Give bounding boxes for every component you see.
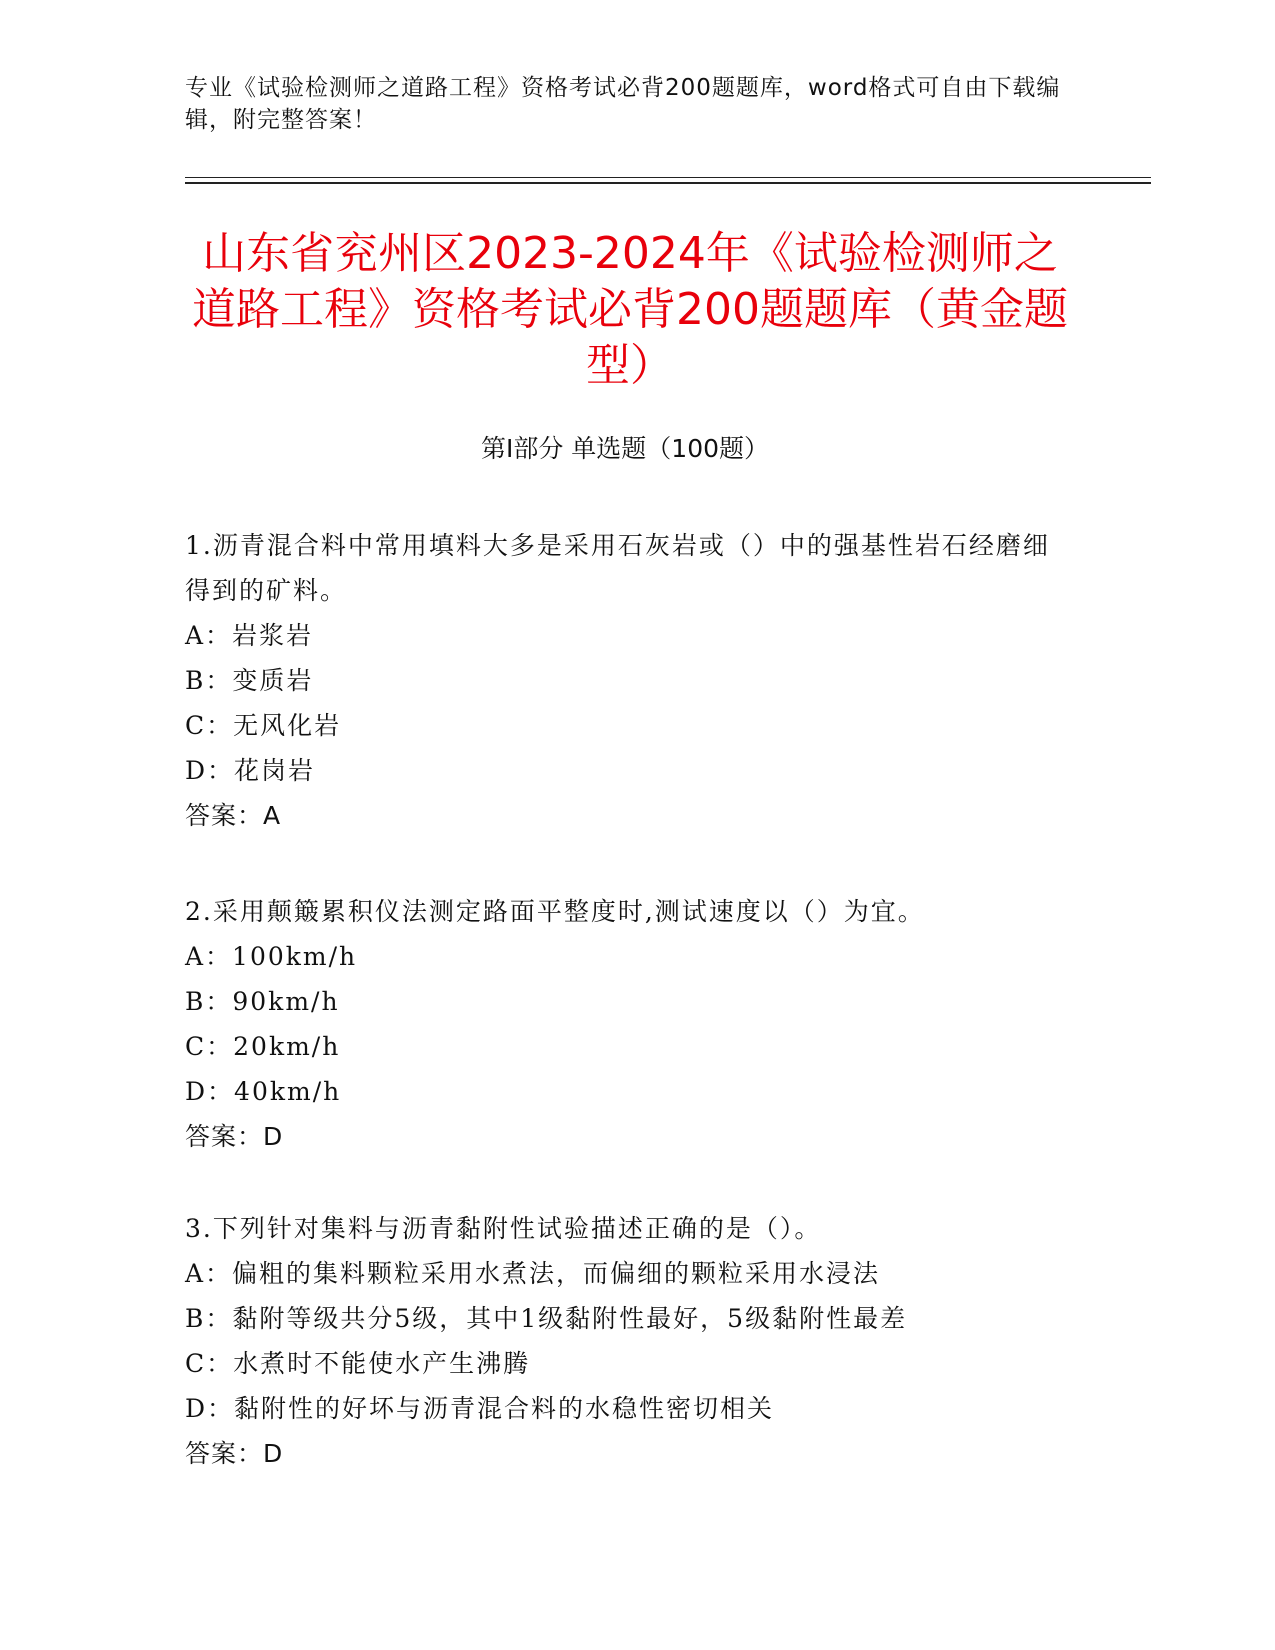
option-c: C：无风化岩 bbox=[185, 711, 342, 740]
answer: 答案：D bbox=[185, 1122, 284, 1151]
header-rule-thin bbox=[185, 177, 1151, 178]
document-title: 山东省兖州区2023-2024年《试验检测师之道路工程》资格考试必背200题题库（黄金题型） bbox=[192, 228, 1068, 391]
option-d: D：花岗岩 bbox=[185, 756, 316, 785]
option-c: C：20km/h bbox=[185, 1032, 341, 1061]
option-c: C：水煮时不能使水产生沸腾 bbox=[185, 1349, 531, 1378]
question-stem: 1.沥青混合料中常用填料大多是采用石灰岩或（）中的强基性岩石经磨细得到的矿料。 bbox=[185, 531, 1050, 605]
answer: 答案：A bbox=[185, 801, 282, 830]
question-3 bbox=[185, 1206, 1065, 1476]
option-b: B：变质岩 bbox=[185, 666, 314, 695]
section-heading: 第Ⅰ部分 单选题（100题） bbox=[480, 434, 770, 463]
question-stem: 2.采用颠簸累积仪法测定路面平整度时,测试速度以（）为宜。 bbox=[185, 897, 925, 926]
option-b: B：黏附等级共分5级，其中1级黏附性最好，5级黏附性最差 bbox=[185, 1304, 908, 1333]
question-2 bbox=[185, 889, 1065, 1159]
option-a: A：偏粗的集料颗粒采用水煮法，而偏细的颗粒采用水浸法 bbox=[185, 1259, 881, 1288]
option-a: A：100km/h bbox=[185, 942, 358, 971]
option-b: B：90km/h bbox=[185, 987, 340, 1016]
question-1 bbox=[185, 523, 1065, 838]
header-rule-thick bbox=[185, 182, 1151, 184]
question-stem: 3.下列针对集料与沥青黏附性试验描述正确的是（）。 bbox=[185, 1214, 822, 1243]
option-d: D：黏附性的好坏与沥青混合料的水稳性密切相关 bbox=[185, 1394, 775, 1423]
header-note: 专业《试验检测师之道路工程》资格考试必背200题题库，word格式可自由下载编辑，附完整答案！ bbox=[185, 75, 1061, 133]
answer: 答案：D bbox=[185, 1439, 284, 1468]
option-a: A：岩浆岩 bbox=[185, 621, 314, 650]
option-d: D：40km/h bbox=[185, 1077, 342, 1106]
